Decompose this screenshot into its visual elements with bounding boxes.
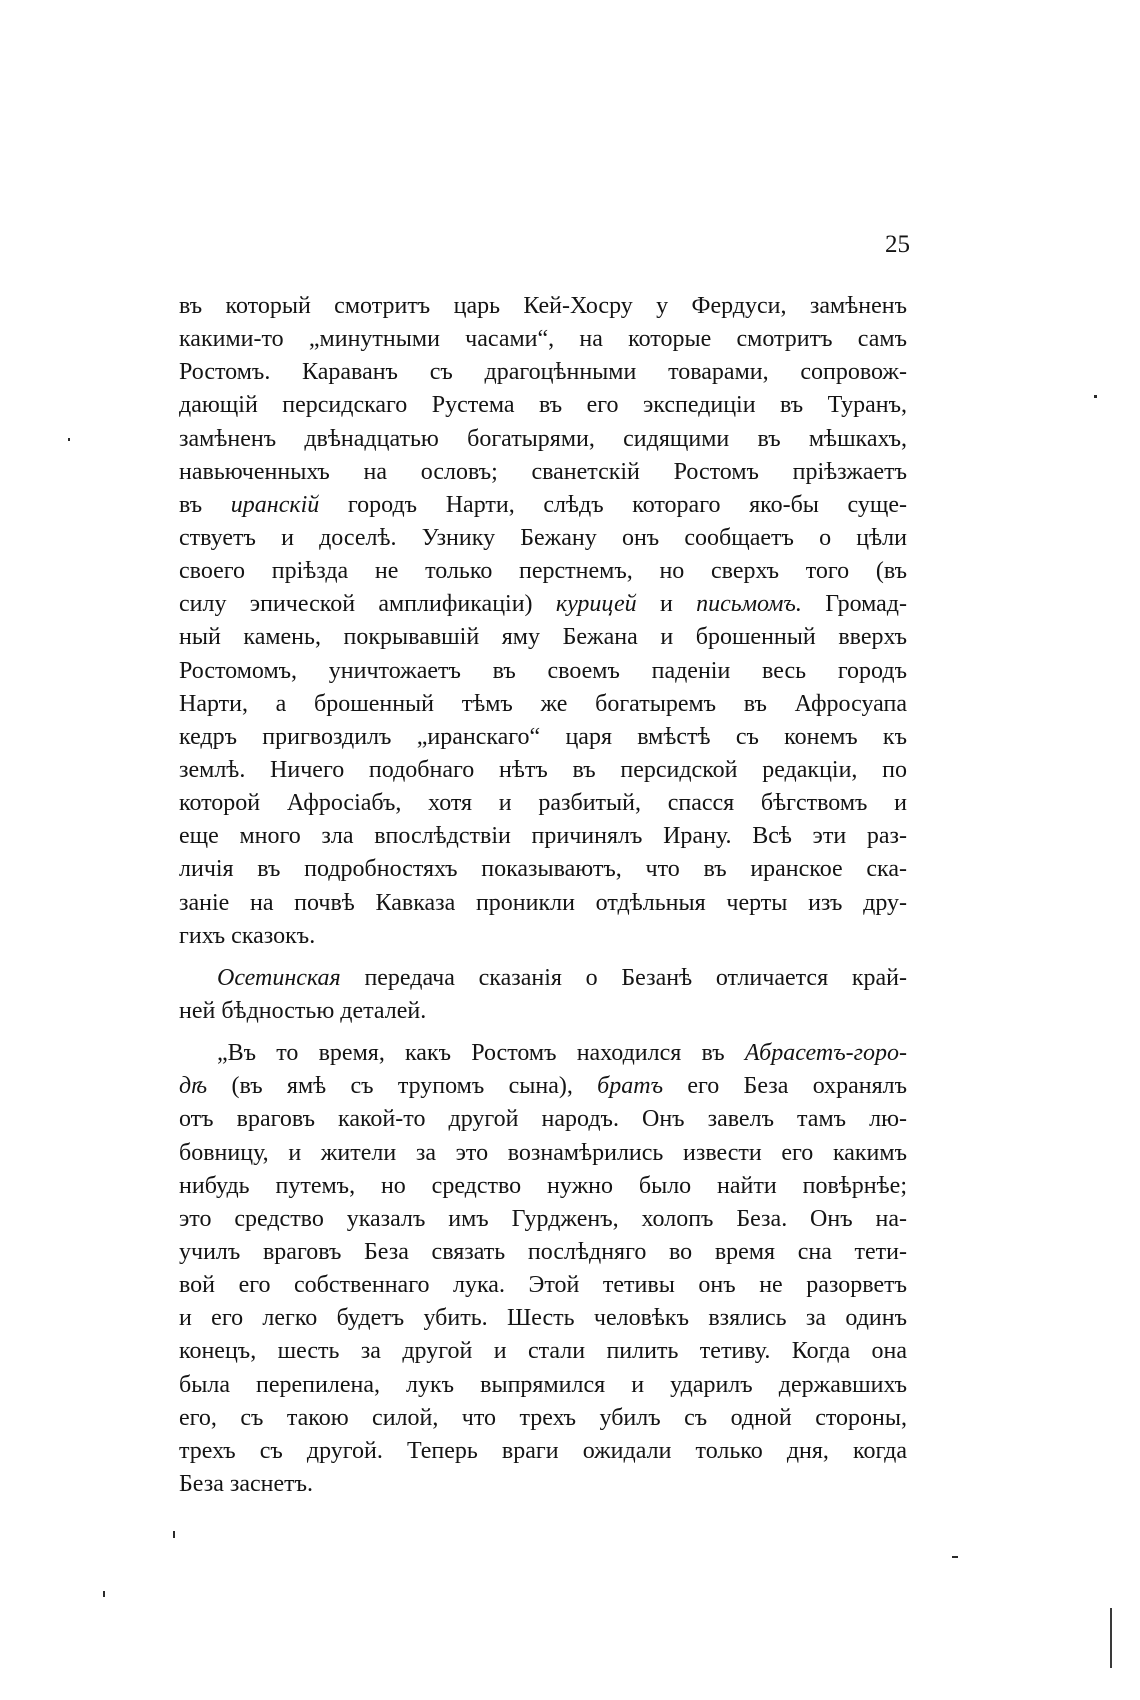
text-line: ней бѣдностью деталей. bbox=[179, 997, 427, 1024]
text-line bbox=[179, 1070, 907, 1103]
text-run: (въ ямѣ съ трупомъ сына), bbox=[231, 1073, 573, 1100]
scan-speck bbox=[173, 1531, 175, 1538]
text-line: дающій персидскаго Рустема въ его экспедиціи въ Туранъ, bbox=[179, 392, 907, 419]
scan-edge-mark bbox=[1110, 1608, 1112, 1668]
italic-run: иранскій bbox=[230, 491, 320, 518]
text-line: Ростомомъ, уничтожаетъ въ своемъ паденіи весь городъ bbox=[179, 657, 907, 684]
text-line: и его легко будетъ убить. Шесть человѣкъ взялись за одинъ bbox=[179, 1305, 907, 1332]
text-run: городъ Нарти, слѣдъ котораго яко-бы суще- bbox=[347, 491, 907, 518]
text-line: ствуетъ и доселѣ. Узнику Бежану онъ сообщаетъ о цѣли bbox=[179, 524, 907, 551]
scan-speck bbox=[1094, 395, 1097, 398]
text-line: ный камень, покрывавшій яму Бежана и брошенный вверхъ bbox=[179, 624, 907, 651]
text-run: въ bbox=[179, 491, 203, 518]
paragraph-3 bbox=[179, 1037, 907, 1501]
italic-run: Абрасетъ-горо- bbox=[744, 1040, 907, 1067]
text-line: нибудь путемъ, но средство нужно было найти повѣрнѣе; bbox=[179, 1172, 907, 1199]
text-line: кедръ пригвоздилъ „иранскаго“ царя вмѣстѣ съ конемъ къ bbox=[179, 723, 907, 750]
text-line bbox=[179, 489, 907, 522]
text-line: Ростомъ. Караванъ съ драгоцѣнными товарами, сопровож- bbox=[179, 359, 907, 386]
text-line: училъ враговъ Беза связать послѣдняго во время сна тети- bbox=[179, 1238, 907, 1265]
text-line: была перепилена, лукъ выпрямился и ударилъ державшихъ bbox=[179, 1371, 907, 1398]
text-line bbox=[179, 1037, 907, 1070]
text-line: Нарти, а брошенный тѣмъ же богатыремъ въ Афросуапа bbox=[179, 690, 907, 717]
text-line: конецъ, шесть за другой и стали пилить тетиву. Когда она bbox=[179, 1338, 907, 1365]
text-line: какими-то „минутными часами“, на которые смотритъ самъ bbox=[179, 326, 907, 353]
text-line: навьюченныхъ на ословъ; сванетскій Ростомъ пріѣзжаетъ bbox=[179, 458, 907, 485]
text-line: Беза заснетъ. bbox=[179, 1470, 314, 1497]
italic-run: курицей bbox=[555, 591, 637, 618]
text-run: Громад- bbox=[825, 591, 907, 618]
text-body bbox=[179, 290, 907, 1501]
text-line: въ который смотритъ царь Кей-Хосру у Фердуси, замѣненъ bbox=[179, 293, 907, 319]
text-line bbox=[179, 588, 907, 621]
text-run: и bbox=[659, 591, 673, 618]
text-line: отъ враговъ какой-то другой народъ. Онъ завелъ тамъ лю- bbox=[179, 1106, 907, 1133]
text-line: его, съ такою силой, что трехъ убилъ съ одной стороны, bbox=[179, 1404, 907, 1431]
text-run: силу эпической амплификаціи) bbox=[179, 591, 533, 618]
paragraph-2 bbox=[179, 962, 907, 1028]
text-line: трехъ съ другой. Теперь враги ожидали только дня, когда bbox=[179, 1437, 907, 1464]
paragraph-1 bbox=[179, 290, 907, 953]
text-line: еще много зла впослѣдствіи причинялъ Ирану. Всѣ эти раз- bbox=[179, 823, 907, 850]
italic-run: Осетинская bbox=[217, 964, 341, 991]
text-line: бовницу, и жители за это вознамѣрились извести его какимъ bbox=[179, 1139, 907, 1166]
scan-speck bbox=[952, 1556, 958, 1558]
scan-speck bbox=[103, 1591, 105, 1597]
text-line: землѣ. Ничего подобнаго нѣтъ въ персидской редакціи, по bbox=[179, 756, 907, 783]
text-line bbox=[179, 962, 907, 995]
italic-run: братъ bbox=[597, 1073, 664, 1100]
text-line: личія въ подробностяхъ показываютъ, что въ иранское ска- bbox=[179, 856, 907, 883]
scan-speck bbox=[68, 438, 70, 441]
page-number: 25 bbox=[885, 231, 910, 258]
text-line: замѣненъ двѣнадцатью богатырями, сидящими въ мѣшкахъ, bbox=[179, 425, 907, 452]
text-line: которой Афросіабъ, хотя и разбитый, спасся бѣгствомъ и bbox=[179, 790, 907, 817]
text-run: „Въ то время, какъ Ростомъ находился въ bbox=[217, 1040, 725, 1067]
text-line: гихъ сказокъ. bbox=[179, 922, 316, 949]
text-line: вой его собственнаго лука. Этой тетивы онъ не разорветъ bbox=[179, 1272, 907, 1299]
text-line: своего пріѣзда не только перстнемъ, но сверхъ того (въ bbox=[179, 558, 907, 585]
italic-run: дѣ bbox=[179, 1073, 208, 1100]
text-run: передача сказанія о Безанѣ отличается край- bbox=[364, 964, 907, 991]
text-line: заніе на почвѣ Кавказа проникли отдѣльныя черты изъ дру- bbox=[179, 889, 907, 916]
italic-run: письмомъ. bbox=[696, 591, 802, 618]
text-line: это средство указалъ имъ Гурдженъ, холопъ Беза. Онъ на- bbox=[179, 1205, 907, 1232]
text-run: его Беза охранялъ bbox=[687, 1073, 907, 1100]
